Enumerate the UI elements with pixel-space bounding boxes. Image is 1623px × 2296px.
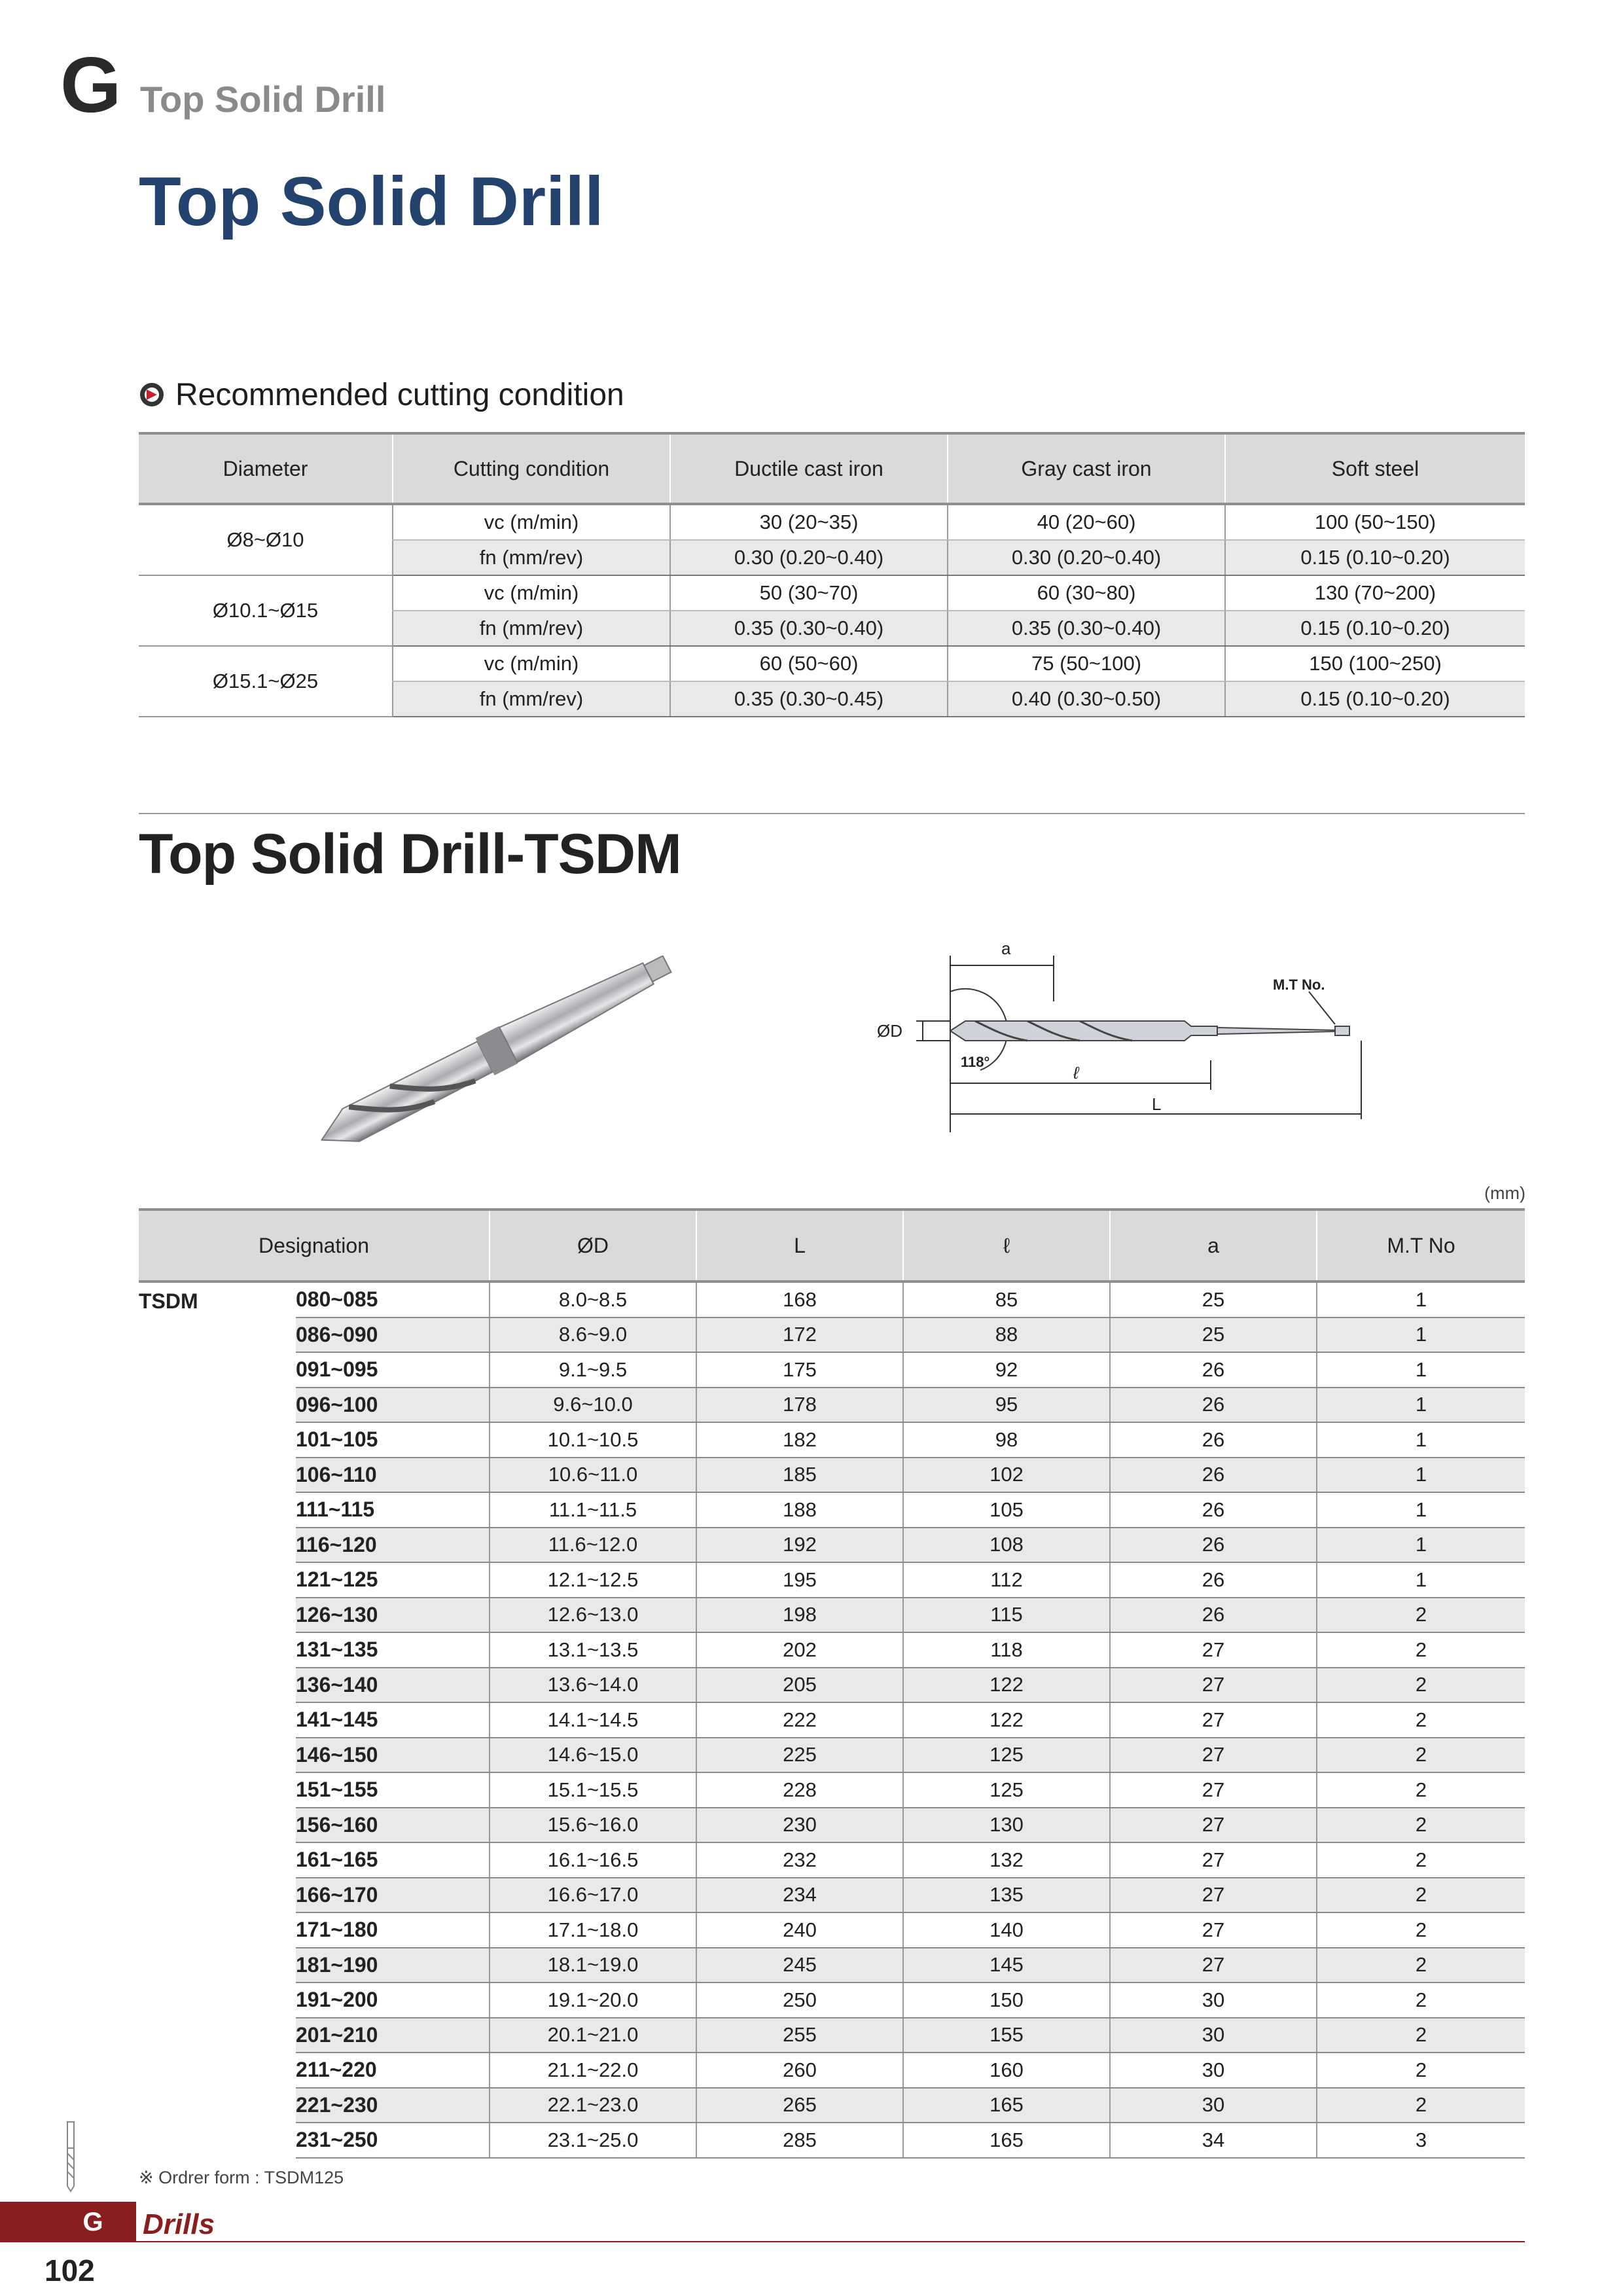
designation-cell: 141~145 [296, 1702, 490, 1738]
spec-cell: 26 [1110, 1422, 1317, 1458]
spec-cell: 165 [903, 2123, 1110, 2158]
table-row [139, 1492, 1525, 1528]
spec-cell: 26 [1110, 1528, 1317, 1563]
spec-cell: 205 [696, 1668, 903, 1703]
spec-cell: 255 [696, 2018, 903, 2053]
spec-cell: 26 [1110, 1492, 1317, 1528]
table-row [139, 1632, 1525, 1668]
spec-cell: 21.1~22.0 [490, 2053, 696, 2088]
spec-cell: 125 [903, 1772, 1110, 1808]
spec-cell: 178 [696, 1388, 903, 1423]
spec-cell: 108 [903, 1528, 1110, 1563]
spec-cell: 1 [1317, 1422, 1525, 1458]
value-cell: 0.40 (0.30~0.50) [948, 681, 1225, 717]
table-row [139, 1388, 1525, 1423]
spec-cell: 245 [696, 1948, 903, 1983]
spec-cell: 118 [903, 1632, 1110, 1668]
cutting-section-heading [139, 372, 624, 418]
spec-cell: 225 [696, 1738, 903, 1773]
value-cell: 60 (30~80) [948, 575, 1225, 611]
cutting-col-header: Soft steel [1225, 433, 1525, 504]
spec-cell: 9.1~9.5 [490, 1352, 696, 1388]
spec-cell: 12.6~13.0 [490, 1598, 696, 1633]
page-title: Top Solid Drill [139, 163, 604, 240]
spec-cell: 125 [903, 1738, 1110, 1773]
spec-cell: 185 [696, 1458, 903, 1493]
spec-cell: 1 [1317, 1458, 1525, 1493]
table-row [139, 1458, 1525, 1493]
spec-cell: 260 [696, 2053, 903, 2088]
spec-col-header: ℓ [903, 1210, 1110, 1282]
spec-cell: 27 [1110, 1808, 1317, 1843]
spec-cell: 135 [903, 1878, 1110, 1913]
spec-cell: 2 [1317, 1702, 1525, 1738]
cutting-col-header: Gray cast iron [948, 433, 1225, 504]
spec-cell: 30 [1110, 1982, 1317, 2018]
table-row [139, 1598, 1525, 1633]
cutting-col-header: Diameter [139, 433, 393, 504]
spec-cell: 222 [696, 1702, 903, 1738]
table-row [139, 1422, 1525, 1458]
condition-cell: vc (m/min) [393, 575, 670, 611]
spec-cell: 26 [1110, 1458, 1317, 1493]
dim-od-label: ØD [877, 1021, 902, 1041]
condition-cell: vc (m/min) [393, 646, 670, 681]
table-row [139, 1772, 1525, 1808]
diameter-cell: Ø8~Ø10 [139, 504, 393, 575]
value-cell: 0.30 (0.20~0.40) [948, 540, 1225, 575]
spec-cell: 30 [1110, 2053, 1317, 2088]
designation-cell: 111~115 [296, 1492, 490, 1528]
value-cell: 40 (20~60) [948, 504, 1225, 540]
spec-cell: 8.6~9.0 [490, 1318, 696, 1353]
designation-cell: 096~100 [296, 1388, 490, 1423]
diameter-cell: Ø15.1~Ø25 [139, 646, 393, 717]
spec-cell: 2 [1317, 1842, 1525, 1878]
table-row [139, 1318, 1525, 1353]
designation-cell: 201~210 [296, 2018, 490, 2053]
spec-cell: 2 [1317, 1982, 1525, 2018]
dim-a-label: a [1001, 939, 1011, 958]
spec-cell: 14.6~15.0 [490, 1738, 696, 1773]
spec-cell: 27 [1110, 1912, 1317, 1948]
spec-cell: 105 [903, 1492, 1110, 1528]
footer-section-label: Drills [143, 2208, 215, 2240]
spec-cell: 10.1~10.5 [490, 1422, 696, 1458]
spec-cell: 27 [1110, 1668, 1317, 1703]
spec-cell: 26 [1110, 1388, 1317, 1423]
spec-cell: 10.6~11.0 [490, 1458, 696, 1493]
designation-cell: 161~165 [296, 1842, 490, 1878]
spec-cell: 132 [903, 1842, 1110, 1878]
designation-cell: 106~110 [296, 1458, 490, 1493]
designation-cell: 131~135 [296, 1632, 490, 1668]
table-row [139, 1528, 1525, 1563]
spec-cell: 2 [1317, 2053, 1525, 2088]
value-cell: 0.15 (0.10~0.20) [1225, 540, 1525, 575]
cutting-row [139, 646, 1525, 681]
spec-cell: 8.0~8.5 [490, 1282, 696, 1318]
spec-cell: 27 [1110, 1632, 1317, 1668]
spec-cell: 23.1~25.0 [490, 2123, 696, 2158]
spec-cell: 18.1~19.0 [490, 1948, 696, 1983]
spec-cell: 95 [903, 1388, 1110, 1423]
spec-cell: 1 [1317, 1282, 1525, 1318]
spec-col-header: Designation [139, 1210, 490, 1282]
cutting-col-header: Cutting condition [393, 433, 670, 504]
spec-cell: 168 [696, 1282, 903, 1318]
spec-cell: 27 [1110, 1738, 1317, 1773]
order-note: ※ Ordrer form : TSDM125 [139, 2168, 344, 2187]
designation-cell: 121~125 [296, 1562, 490, 1598]
spec-cell: 98 [903, 1422, 1110, 1458]
table-row [139, 1702, 1525, 1738]
spec-cell: 234 [696, 1878, 903, 1913]
spec-cell: 12.1~12.5 [490, 1562, 696, 1598]
spec-cell: 102 [903, 1458, 1110, 1493]
designation-cell: 116~120 [296, 1528, 490, 1563]
spec-cell: 27 [1110, 1948, 1317, 1983]
spec-cell: 1 [1317, 1318, 1525, 1353]
spec-cell: 9.6~10.0 [490, 1388, 696, 1423]
spec-cell: 26 [1110, 1352, 1317, 1388]
spec-cell: 27 [1110, 1842, 1317, 1878]
table-row [139, 1948, 1525, 1983]
spec-cell: 160 [903, 2053, 1110, 2088]
spec-cell: 122 [903, 1668, 1110, 1703]
spec-cell: 2 [1317, 2018, 1525, 2053]
chapter-tab[interactable] [0, 2202, 136, 2242]
designation-cell: 146~150 [296, 1738, 490, 1773]
spec-cell: 2 [1317, 1632, 1525, 1668]
condition-cell: fn (mm/rev) [393, 540, 670, 575]
spec-cell: 1 [1317, 1352, 1525, 1388]
dim-angle-label: 118° [961, 1054, 990, 1070]
table-row [139, 1668, 1525, 1703]
table-row [139, 2018, 1525, 2053]
spec-cell: 250 [696, 1982, 903, 2018]
value-cell: 0.35 (0.30~0.40) [670, 611, 948, 646]
spec-cell: 240 [696, 1912, 903, 1948]
table-row [139, 2123, 1525, 2158]
spec-col-header: a [1110, 1210, 1317, 1282]
designation-cell: 231~250 [296, 2123, 490, 2158]
value-cell: 130 (70~200) [1225, 575, 1525, 611]
condition-cell: fn (mm/rev) [393, 611, 670, 646]
spec-cell: 13.1~13.5 [490, 1632, 696, 1668]
spec-cell: 26 [1110, 1562, 1317, 1598]
spec-cell: 1 [1317, 1528, 1525, 1563]
drill-dimension-diagram [877, 929, 1400, 1145]
value-cell: 0.35 (0.30~0.40) [948, 611, 1225, 646]
spec-cell: 172 [696, 1318, 903, 1353]
spec-cell: 182 [696, 1422, 903, 1458]
spec-cell: 140 [903, 1912, 1110, 1948]
designation-cell: 086~090 [296, 1318, 490, 1353]
value-cell: 0.15 (0.10~0.20) [1225, 611, 1525, 646]
spec-cell: 192 [696, 1528, 903, 1563]
designation-cell: 156~160 [296, 1808, 490, 1843]
designation-cell: 136~140 [296, 1668, 490, 1703]
spec-cell: 85 [903, 1282, 1110, 1318]
table-row [139, 1282, 1525, 1318]
spec-cell: 11.6~12.0 [490, 1528, 696, 1563]
spec-header-row [139, 1210, 1525, 1282]
spec-cell: 2 [1317, 1878, 1525, 1913]
cutting-row [139, 575, 1525, 611]
spec-cell: 14.1~14.5 [490, 1702, 696, 1738]
table-row [139, 2053, 1525, 2088]
unit-label: (mm) [1484, 1183, 1525, 1203]
spec-cell: 1 [1317, 1562, 1525, 1598]
spec-cell: 19.1~20.0 [490, 1982, 696, 2018]
spec-cell: 1 [1317, 1492, 1525, 1528]
spec-cell: 20.1~21.0 [490, 2018, 696, 2053]
product-title: Top Solid Drill-TSDM [139, 823, 681, 886]
designation-cell: 080~085 [296, 1282, 490, 1318]
cutting-row [139, 504, 1525, 540]
table-row [139, 1878, 1525, 1913]
value-cell: 75 (50~100) [948, 646, 1225, 681]
spec-cell: 16.1~16.5 [490, 1842, 696, 1878]
diameter-cell: Ø10.1~Ø15 [139, 575, 393, 646]
drill-thumbnail-icon [63, 2121, 79, 2193]
table-row [139, 1738, 1525, 1773]
spec-cell: 2 [1317, 1668, 1525, 1703]
value-cell: 100 (50~150) [1225, 504, 1525, 540]
spec-cell: 228 [696, 1772, 903, 1808]
spec-cell: 2 [1317, 1948, 1525, 1983]
spec-cell: 2 [1317, 1598, 1525, 1633]
dim-mt-label: M.T No. [1273, 977, 1325, 993]
designation-cell: 151~155 [296, 1772, 490, 1808]
spec-cell: 188 [696, 1492, 903, 1528]
dim-L-label: L [1152, 1094, 1162, 1114]
spec-cell: 15.6~16.0 [490, 1808, 696, 1843]
spec-table [139, 1208, 1525, 2159]
spec-cell: 195 [696, 1562, 903, 1598]
table-row [139, 1808, 1525, 1843]
cutting-col-header: Ductile cast iron [670, 433, 948, 504]
value-cell: 50 (30~70) [670, 575, 948, 611]
spec-cell: 34 [1110, 2123, 1317, 2158]
spec-cell: 285 [696, 2123, 903, 2158]
spec-body [139, 1282, 1525, 2158]
table-row [139, 1912, 1525, 1948]
spec-cell: 198 [696, 1598, 903, 1633]
series-prefix: TSDM [139, 1289, 198, 1313]
footer-rule [136, 2241, 1525, 2242]
condition-cell: vc (m/min) [393, 504, 670, 540]
spec-cell: 88 [903, 1318, 1110, 1353]
table-row [139, 1842, 1525, 1878]
value-cell: 150 (100~250) [1225, 646, 1525, 681]
page-number: 102 [45, 2253, 95, 2287]
chapter-title: Top Solid Drill [140, 79, 386, 120]
cutting-condition-table [139, 432, 1525, 717]
spec-cell: 27 [1110, 1702, 1317, 1738]
designation-cell: 101~105 [296, 1422, 490, 1458]
spec-cell: 145 [903, 1948, 1110, 1983]
table-row [139, 1982, 1525, 2018]
spec-cell: 112 [903, 1562, 1110, 1598]
drill-photo-icon [288, 956, 694, 1152]
cutting-header-row [139, 433, 1525, 504]
value-cell: 0.30 (0.20~0.40) [670, 540, 948, 575]
spec-cell: 175 [696, 1352, 903, 1388]
spec-cell: 26 [1110, 1598, 1317, 1633]
spec-cell: 2 [1317, 2088, 1525, 2123]
spec-cell: 150 [903, 1982, 1110, 2018]
spec-cell: 232 [696, 1842, 903, 1878]
designation-cell: 181~190 [296, 1948, 490, 1983]
spec-cell: 25 [1110, 1318, 1317, 1353]
spec-cell: 13.6~14.0 [490, 1668, 696, 1703]
dim-l-label: ℓ [1073, 1063, 1079, 1083]
spec-cell: 27 [1110, 1878, 1317, 1913]
arrow-circle-icon [139, 382, 165, 408]
spec-cell: 16.6~17.0 [490, 1878, 696, 1913]
spec-cell: 230 [696, 1808, 903, 1843]
value-cell: 30 (20~35) [670, 504, 948, 540]
spec-cell: 15.1~15.5 [490, 1772, 696, 1808]
spec-cell: 11.1~11.5 [490, 1492, 696, 1528]
value-cell: 60 (50~60) [670, 646, 948, 681]
designation-cell: 191~200 [296, 1982, 490, 2018]
value-cell: 0.15 (0.10~0.20) [1225, 681, 1525, 717]
spec-cell: 30 [1110, 2088, 1317, 2123]
spec-cell: 17.1~18.0 [490, 1912, 696, 1948]
spec-cell: 265 [696, 2088, 903, 2123]
spec-cell: 3 [1317, 2123, 1525, 2158]
spec-cell: 30 [1110, 2018, 1317, 2053]
chapter-letter: G [60, 41, 122, 129]
condition-cell: fn (mm/rev) [393, 681, 670, 717]
spec-col-header: L [696, 1210, 903, 1282]
spec-cell: 115 [903, 1598, 1110, 1633]
spec-cell: 2 [1317, 1808, 1525, 1843]
spec-cell: 27 [1110, 1772, 1317, 1808]
spec-cell: 130 [903, 1808, 1110, 1843]
cutting-body [139, 504, 1525, 717]
spec-cell: 2 [1317, 1912, 1525, 1948]
designation-cell: 126~130 [296, 1598, 490, 1633]
spec-col-header: M.T No [1317, 1210, 1525, 1282]
spec-col-header: ØD [490, 1210, 696, 1282]
spec-cell: 165 [903, 2088, 1110, 2123]
designation-cell: 221~230 [296, 2088, 490, 2123]
designation-cell: 091~095 [296, 1352, 490, 1388]
spec-cell: 122 [903, 1702, 1110, 1738]
designation-cell: 166~170 [296, 1878, 490, 1913]
cutting-section-label: Recommended cutting condition [175, 377, 624, 412]
spec-cell: 22.1~23.0 [490, 2088, 696, 2123]
spec-cell: 2 [1317, 1772, 1525, 1808]
table-row [139, 2088, 1525, 2123]
spec-cell: 155 [903, 2018, 1110, 2053]
value-cell: 0.35 (0.30~0.45) [670, 681, 948, 717]
table-row [139, 1562, 1525, 1598]
spec-cell: 92 [903, 1352, 1110, 1388]
section-divider [139, 813, 1525, 814]
designation-cell: 211~220 [296, 2053, 490, 2088]
designation-cell: 171~180 [296, 1912, 490, 1948]
chapter-tab-letter: G [82, 2208, 103, 2236]
spec-cell: 25 [1110, 1282, 1317, 1318]
spec-cell: 2 [1317, 1738, 1525, 1773]
spec-cell: 202 [696, 1632, 903, 1668]
table-row [139, 1352, 1525, 1388]
spec-cell: 1 [1317, 1388, 1525, 1423]
